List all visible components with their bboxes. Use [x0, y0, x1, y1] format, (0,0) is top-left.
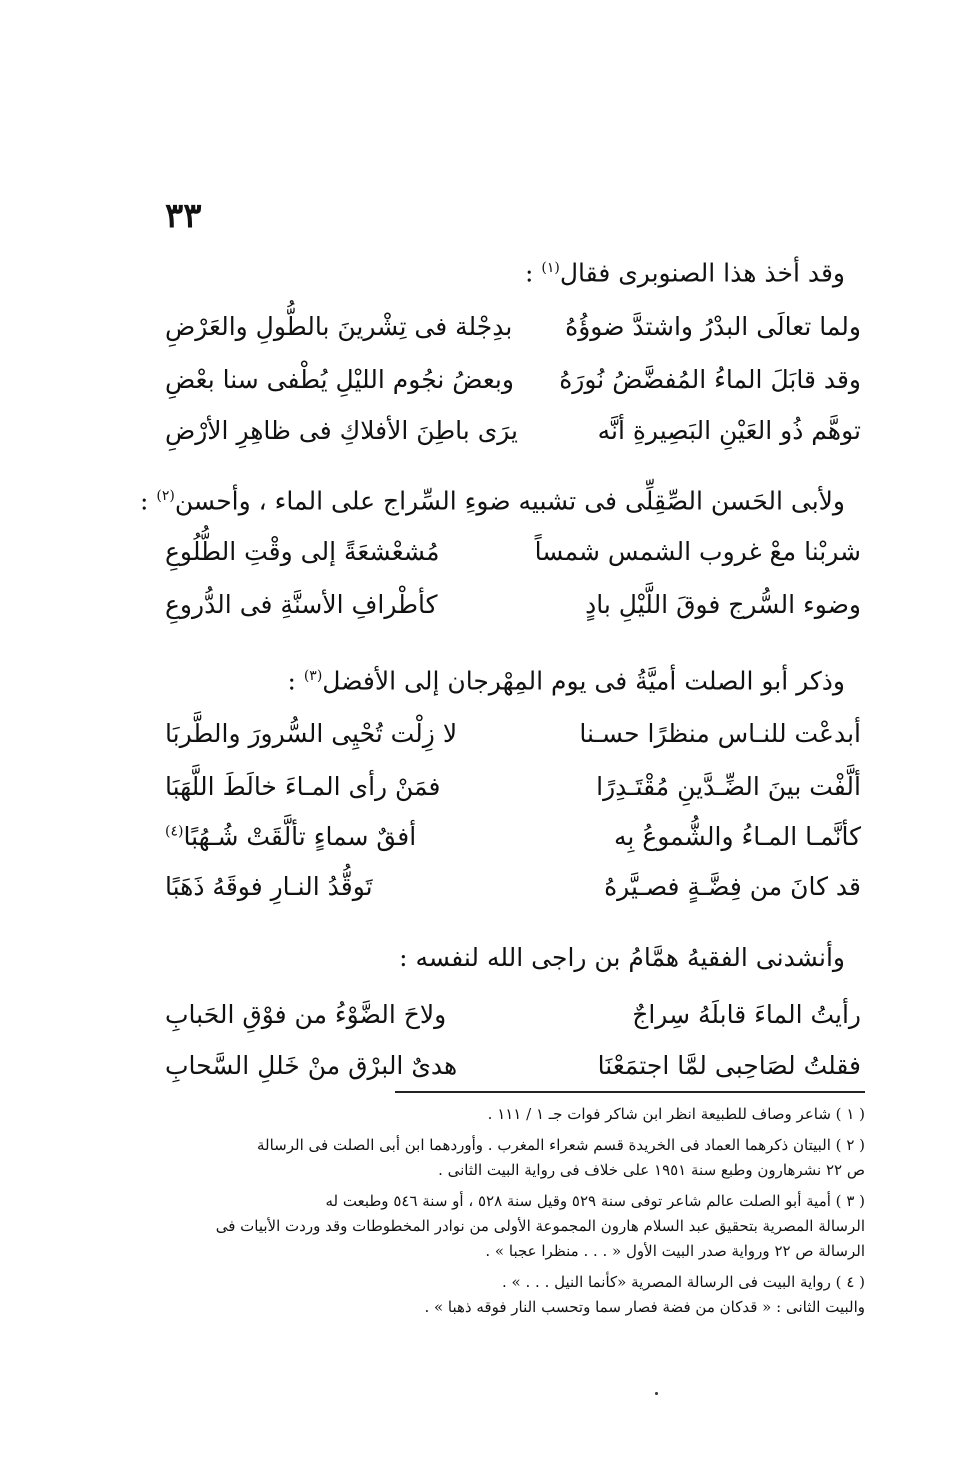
intro-text: وذكر أبو الصلت أميَّةُ فى يوم المِهْرجان إلى الأفضل — [322, 666, 845, 696]
section-intro — [140, 476, 845, 521]
verse-line — [165, 302, 861, 350]
intro-tail: : — [525, 258, 542, 288]
footnote-line: ( ٤ ) رواية البيت فى الرسالة المصرية «كأنما النيل . . . » . — [502, 1273, 865, 1291]
footnote-divider — [395, 1091, 865, 1093]
footnote-ref: (٣) — [303, 668, 323, 684]
intro-tail: : — [140, 486, 157, 516]
verse-first-hemistich: رأيتُ الماءَ قابلَهُ سِراجٌ — [632, 999, 861, 1029]
intro-tail: : — [287, 666, 304, 696]
verse-second-hemistich: هدىٌ البرْق منْ خَللِ السَّحابِ — [165, 1050, 458, 1080]
verse-line — [165, 527, 861, 575]
section-intro — [287, 656, 845, 701]
footnote-line: الرسالة ص ٢٢ ورواية صدر البيت الأول « . . . منظرا عجبا » . — [485, 1242, 865, 1260]
verse-second-hemistich: فمَنْ رأى المـاءَ خالَطَ اللَّهَبَا — [165, 771, 441, 801]
intro-text: ولأبى الحَسن الصِّقِلِّى فى تشبيه ضوءِ السِّراج على الماء ، وأحسن — [174, 486, 845, 516]
footnote-ref: (١) — [541, 260, 560, 276]
verse-line — [165, 709, 861, 757]
verse-line — [165, 990, 861, 1038]
footnote-line: ( ٢ ) البيتان ذكرهما العماد فى الخريدة قسم شعراء المغرب . وأوردهما ابن أبى الصلت فى الرسالة — [256, 1136, 865, 1154]
verse-first-hemistich: أبدعْت للنـاس منظرًا حسـنا — [579, 718, 861, 748]
footnote — [165, 1133, 865, 1183]
verse-second-hemistich: يرَى باطِنَ الأفلاكِ فى ظاهِرِ الأرْضِ — [165, 415, 519, 445]
verse-line — [165, 406, 861, 454]
verse-first-hemistich: قد كانَ من فِضَّـةٍ فصـيَّرهُ — [604, 871, 861, 901]
verse-second-hemistich: تَوقُّدُ النـارِ فوقَهُ ذَهَبًا — [165, 871, 373, 901]
verse-line — [165, 862, 861, 910]
hemistich-text: أفقٌ سماءٍ تألَّقَتْ شُـهُبًا — [183, 821, 417, 851]
verse-second-hemistich: بدِجْلة فى تِشْرينَ بالطُّولِ والعَرْضِ — [165, 311, 513, 341]
verse-first-hemistich: شربْنا معْ غروب الشمس شمساً — [534, 536, 861, 566]
verse-first-hemistich: وقد قابَلَ الماءُ المُفضَّضُ نُورَهُ — [559, 364, 861, 394]
footnote — [165, 1270, 865, 1320]
verse-line — [165, 580, 861, 628]
footnote-line: ( ١ ) شاعر وصاف للطبيعة انظر ابن شاكر فوات جـ ١ / ١١١ . — [487, 1105, 865, 1123]
intro-text: وقد أخذ هذا الصنوبرى فقال — [559, 258, 845, 288]
verse-line — [165, 1041, 861, 1089]
verse-second-hemistich — [165, 822, 416, 851]
verse-second-hemistich: ولاحَ الضَّوْءُ من فوْقِ الحَبابِ — [165, 999, 447, 1029]
verse-second-hemistich: كأطْرافِ الأسنَّةِ فى الدُّروعِ — [165, 589, 438, 619]
section-intro — [525, 248, 845, 293]
footnote — [165, 1102, 865, 1127]
footnote-line: والبيت الثانى : « قدكان من فضة فصار سما وتحسب النار فوقه ذهبا » . — [424, 1298, 865, 1316]
footnote-ref: (٤) — [165, 823, 184, 840]
footnote-line: الرسالة المصرية بتحقيق عبد السلام هارون المجموعة الأولى من نوادر المخطوطات وقد وردت الأبيات فى — [215, 1217, 865, 1235]
footnotes — [165, 1102, 865, 1326]
verse-second-hemistich: وبعضُ نجُوم الليْلِ يُطْفى سنا بعْضِ — [165, 364, 514, 394]
print-speck — [655, 1392, 658, 1395]
verse-first-hemistich: توهَّم ذُو العَيْنِ البَصِيرةِ أنَّه — [597, 415, 861, 445]
verse-line — [165, 355, 861, 403]
verse-first-hemistich: وضوء السُّرج فوقَ اللَّيْلِ بادٍ — [585, 589, 861, 619]
section-intro — [399, 938, 845, 978]
page-number: ٣٣ — [165, 196, 202, 236]
footnote-line: ص ٢٢ نشرهارون وطبع سنة ١٩٥١ على خلاف فى رواية البيت الثانى . — [438, 1161, 865, 1179]
verse-line — [165, 812, 861, 860]
verse-second-hemistich: مُشعْشعَةً إلى وقْتِ الطُّلُوعِ — [165, 536, 440, 566]
verse-second-hemistich: لا زِلْت تُحْيِى السُّرورَ والطَّربَا — [165, 718, 458, 748]
verse-first-hemistich: فقلتُ لصَاحِبى لمَّا اجتمَعْنَا — [597, 1050, 861, 1080]
verse-line — [165, 762, 861, 810]
footnote-ref: (٢) — [156, 488, 175, 504]
verse-first-hemistich: ألَّفْت بينَ الضِّـدَّينِ مُقْتَـدِرًا — [596, 771, 861, 801]
verse-first-hemistich: ولما تعالَى البدْرُ واشتدَّ ضوؤُهُ — [565, 311, 861, 341]
intro-text: وأنشدنى الفقيهُ همَّامُ بن راجى الله لنفسه : — [399, 943, 845, 972]
footnote — [165, 1189, 865, 1264]
footnote-line: ( ٣ ) أمية أبو الصلت عالم شاعر توفى سنة ٥٢٩ وقيل سنة ٥٢٨ ، أو سنة ٥٤٦ وطبعت له — [325, 1192, 865, 1210]
verse-first-hemistich: كأنَّمـا المـاءُ والشُّموعُ بِه — [613, 821, 861, 851]
